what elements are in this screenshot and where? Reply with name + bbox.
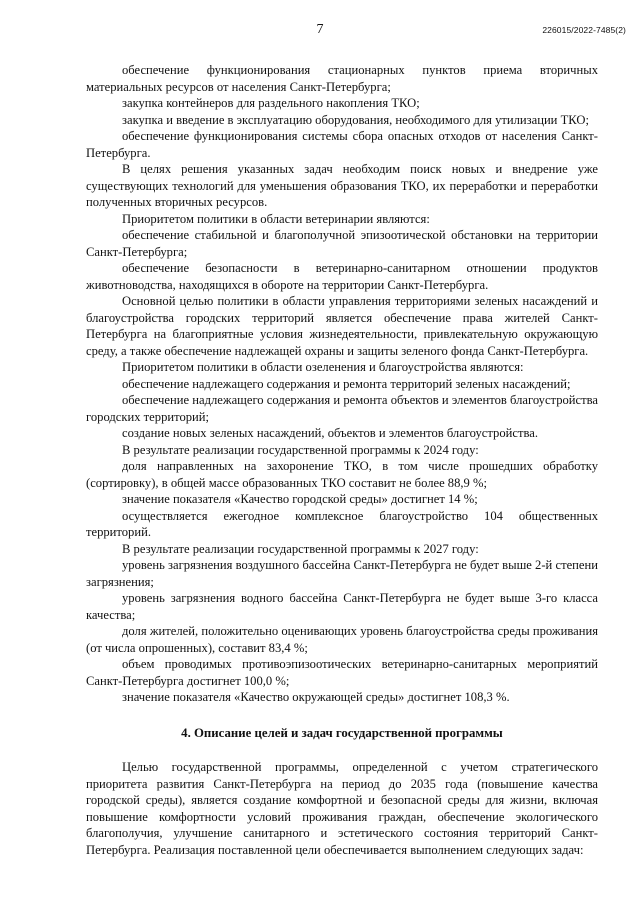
paragraph: Целью государственной программы, определенной с учетом стратегического приоритета развития Санкт-Петербурга на период до 2035 года (повышение качества городской среды), является создание комфортной и безопасной среды для жизни, включая повышение комфортности условий проживания граждан, обеспечение экологического благополучия, улучшение санитарного и эстетического состояния территорий Санкт-Петербурга. Реализация поставленной цели обеспечивается выполнением следующих задач: — [86, 760, 598, 857]
paragraph: значение показателя «Качество городской среды» достигнет 14 %; — [122, 492, 478, 506]
paragraph: обеспечение безопасности в ветеринарно-санитарном отношении продуктов животноводства, находящихся в обороте на территории Санкт-Петербурга. — [86, 261, 598, 292]
paragraph: обеспечение надлежащего содержания и ремонта территорий зеленых насаждений; — [122, 376, 571, 391]
paragraph: В результате реализации государственной программы к 2027 году: — [122, 541, 479, 556]
paragraph: обеспечение стабильной и благополучной эпизоотической обстановки на территории Санкт-Петербурга; — [86, 228, 598, 259]
paragraph: обеспечение функционирования стационарных пунктов приема вторичных материальных ресурсов от населения Санкт-Петербурга; — [86, 63, 598, 94]
paragraph: объем проводимых противоэпизоотических ветеринарно-санитарных мероприятий Санкт-Петербурга достигнет 100,0 %; — [86, 657, 598, 688]
paragraph: Приоритетом политики в области озеленения и благоустройства являются: — [122, 360, 524, 374]
document-body — [86, 62, 598, 858]
paragraph: уровень загрязнения воздушного бассейна Санкт-Петербурга не будет выше 2-й степени загрязнения; — [86, 558, 598, 589]
section-heading: 4. Описание целей и задач государственной программы — [181, 725, 503, 740]
paragraph: В целях решения указанных задач необходим поиск новых и внедрение уже существующих технологий для уменьшения образования ТКО, их переработки и переработки полученных вторичных ресурсов. — [86, 162, 598, 209]
paragraph: В результате реализации государственной программы к 2024 году: — [122, 442, 479, 457]
paragraph: осуществляется ежегодное комплексное благоустройство 104 общественных территорий. — [86, 508, 598, 539]
paragraph: значение показателя «Качество окружающей среды» достигнет 108,3 %. — [122, 690, 510, 704]
paragraph: уровень загрязнения водного бассейна Санкт-Петербурга не будет выше 3-го класса качества; — [86, 591, 598, 622]
paragraph: закупка и введение в эксплуатацию оборудования, необходимого для утилизации ТКО; — [122, 112, 589, 127]
paragraph: Основной целью политики в области управления территориями зеленых насаждений и благоустройства городских территорий является обеспечение права жителей Санкт-Петербурга на благоприятные условия жизнедеятельности, привлекательную окружающую среду, а также обеспечение надлежащей охраны и защиты зеленого фонда Санкт-Петербурга. — [86, 294, 598, 358]
paragraph: доля жителей, положительно оценивающих уровень благоустройства среды проживания (от числа опрошенных), составит 83,4 %; — [86, 624, 598, 655]
paragraph: доля направленных на захоронение ТКО, в том числе прошедших обработку (сортировку), в общей массе образованных ТКО составит не более 88,9 %; — [86, 459, 598, 490]
paragraph: Приоритетом политики в области ветеринарии являются: — [122, 211, 430, 226]
document-code: 226015/2022-7485(2) — [542, 25, 626, 35]
paragraph: закупка контейнеров для раздельного накопления ТКО; — [122, 96, 420, 110]
paragraph: обеспечение функционирования системы сбора опасных отходов от населения Санкт-Петербурга. — [86, 129, 598, 160]
paragraphs-before-heading — [86, 62, 598, 706]
paragraphs-after-heading — [86, 759, 598, 858]
page-number: 7 — [316, 22, 324, 37]
paragraph: обеспечение надлежащего содержания и ремонта объектов и элементов благоустройства городских территорий; — [86, 393, 598, 424]
paragraph: создание новых зеленых насаждений, объектов и элементов благоустройства. — [122, 426, 538, 440]
